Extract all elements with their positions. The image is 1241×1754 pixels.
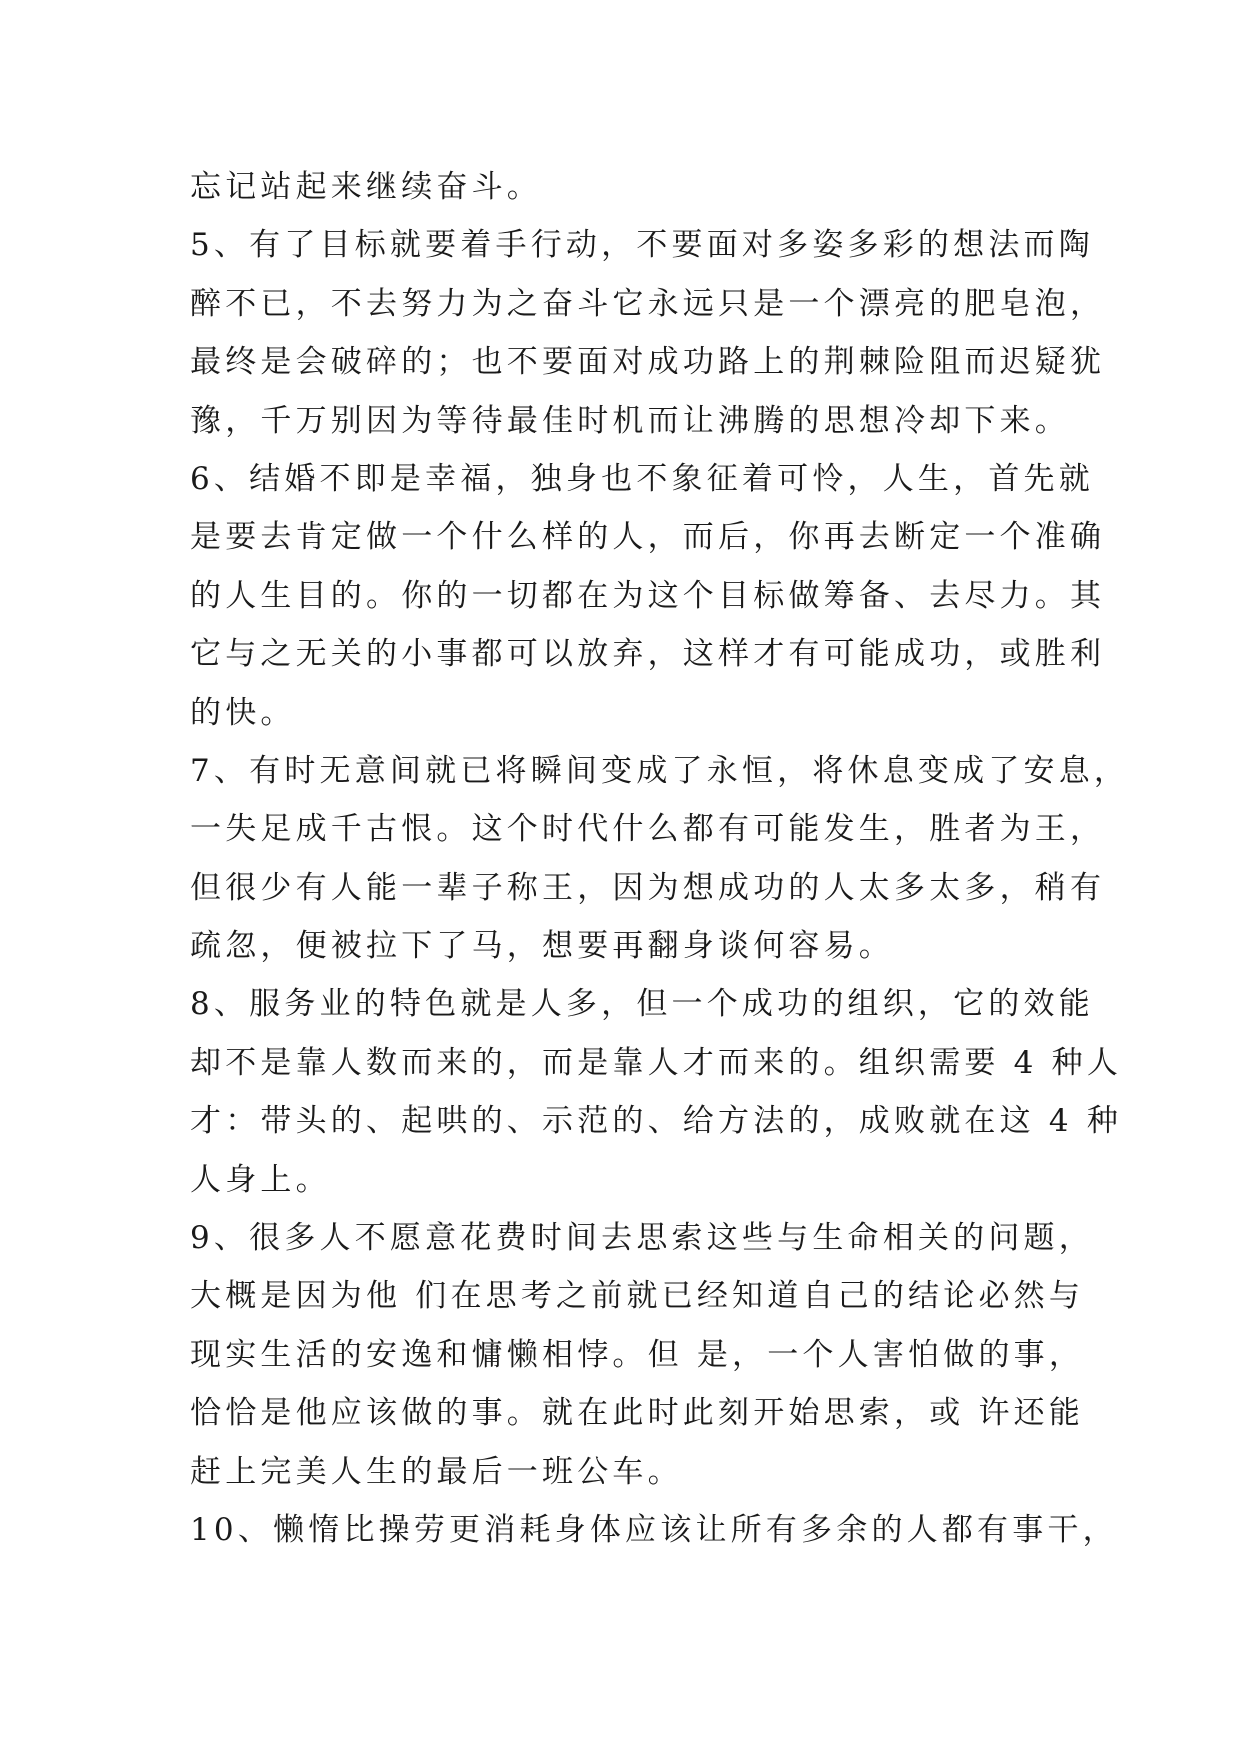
text-line: 5、有了目标就要着手行动，不要面对多姿多彩的想法而陶 xyxy=(190,227,1094,264)
text-line: 9、很多人不愿意花费时间去思索这些与生命相关的问题， xyxy=(190,1220,1094,1257)
text-line: 它与之无关的小事都可以放弃，这样才有可能成功，或胜利 xyxy=(190,636,1106,673)
text-line: 一失足成千古恨。这个时代什么都有可能发生，胜者为王， xyxy=(190,811,1106,848)
text-line: 大概是因为他 们在思考之前就已经知道自己的结论必然与 xyxy=(190,1278,1085,1315)
text-line: 的人生目的。你的一切都在为这个目标做筹备、去尽力。其 xyxy=(190,577,1106,614)
text-line: 却不是靠人数而来的，而是靠人才而来的。组织需要 4 种人 xyxy=(190,1044,1123,1081)
text-line: 的快。 xyxy=(190,694,296,731)
text-line: 恰恰是他应该做的事。就在此时此刻开始思索，或 许还能 xyxy=(190,1395,1085,1432)
text-line: 7、有时无意间就已将瞬间变成了永恒，将休息变成了安息， xyxy=(190,752,1130,789)
text-line: 豫，千万别因为等待最佳时机而让沸腾的思想冷却下来。 xyxy=(190,402,1070,439)
text-line: 10、懒惰比操劳更消耗身体应该让所有多余的人都有事干， xyxy=(190,1511,1118,1548)
text-line: 忘记站起来继续奋斗。 xyxy=(190,169,542,205)
body-text xyxy=(190,158,1130,1559)
text-line: 疏忽，便被拉下了马，想要再翻身谈何容易。 xyxy=(190,928,894,965)
text-line: 人身上。 xyxy=(190,1161,331,1198)
text-line: 醉不已，不去努力为之奋斗它永远只是一个漂亮的肥皂泡， xyxy=(190,285,1106,322)
text-line: 现实生活的安逸和慵懒相悖。但 是，一个人害怕做的事， xyxy=(190,1336,1085,1373)
text-line: 是要去肯定做一个什么样的人，而后，你再去断定一个准确 xyxy=(190,519,1106,556)
text-line: 6、结婚不即是幸福，独身也不象征着可怜，人生，首先就 xyxy=(190,460,1094,497)
text-line: 8、服务业的特色就是人多，但一个成功的组织，它的效能 xyxy=(190,986,1094,1023)
text-line: 最终是会破碎的；也不要面对成功路上的荆棘险阻而迟疑犹 xyxy=(190,344,1106,381)
text-line: 才：带头的、起哄的、示范的、给方法的，成败就在这 4 种 xyxy=(190,1103,1123,1140)
text-line: 但很少有人能一辈子称王，因为想成功的人太多太多，稍有 xyxy=(190,869,1106,906)
text-line: 赶上完美人生的最后一班公车。 xyxy=(190,1453,683,1490)
